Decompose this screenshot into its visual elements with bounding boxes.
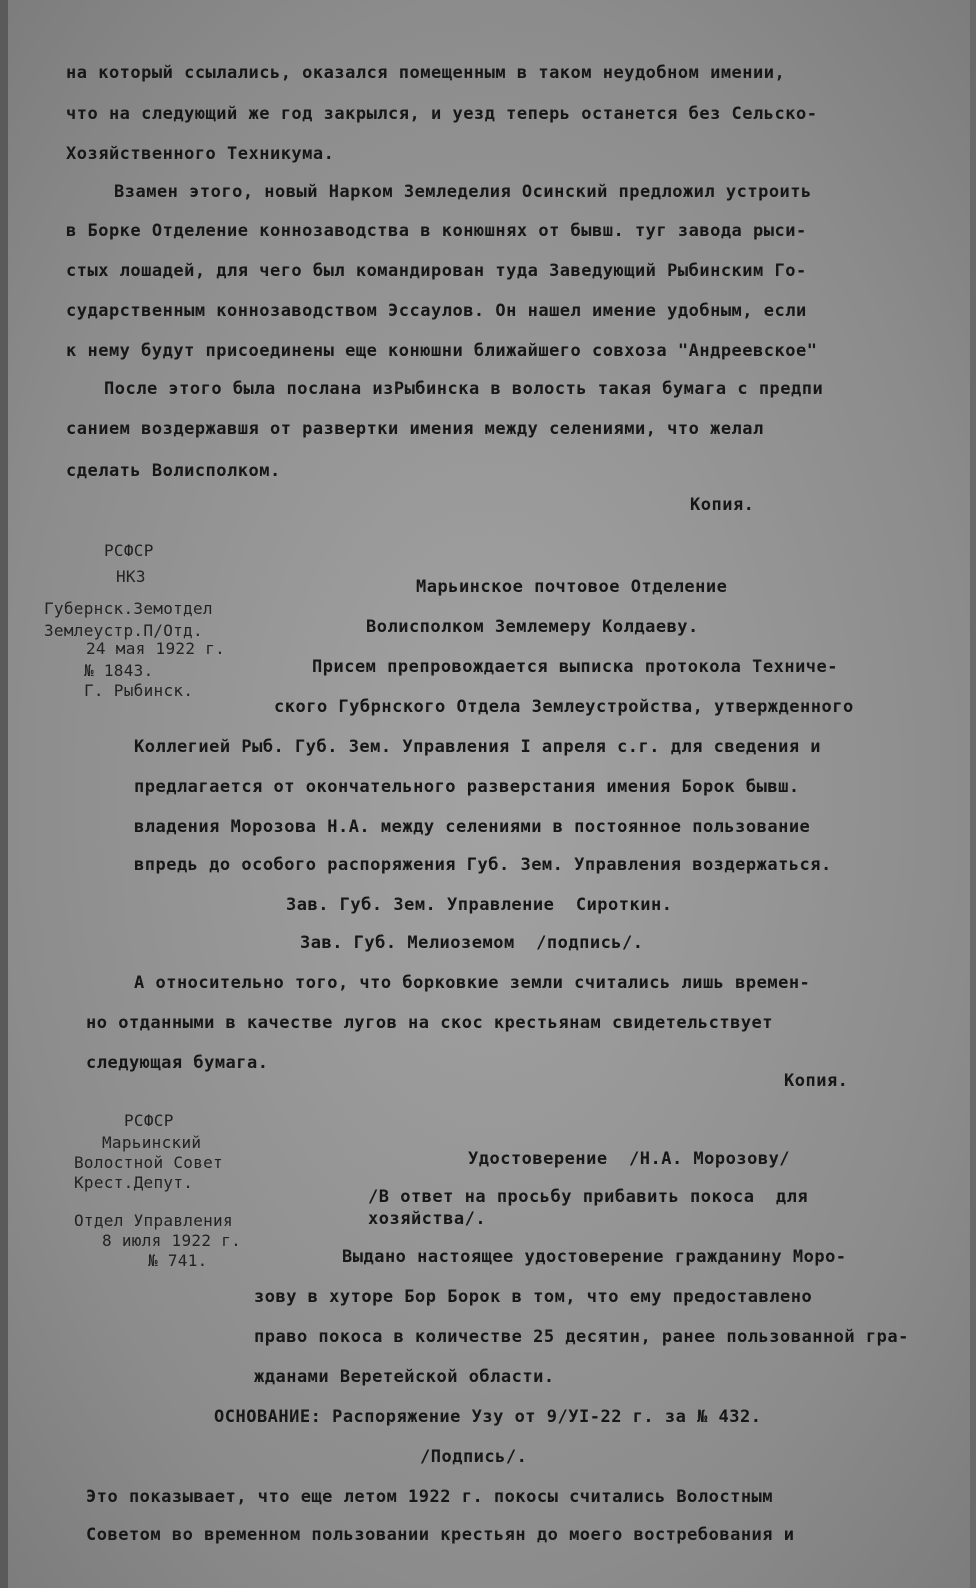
body-line: Взамен этого, новый Нарком Земледелия Осинский предложил устроить xyxy=(114,182,812,202)
letter-text-line: впредь до особого распоряжения Губ. Зем. Управления воздержаться. xyxy=(134,855,832,875)
body-line: стых лошадей, для чего был командирован туда Заведующий Рыбинским Го- xyxy=(66,261,807,281)
body-line: Хозяйственного Техникума. xyxy=(66,144,335,164)
body-line: на который ссылались, оказался помещенным в таком неудобном имении, xyxy=(66,63,786,83)
body-line: После этого была послана изРыбинска в волость такая бумага с предпи xyxy=(104,379,824,399)
certificate-text-line: жданами Веретейской области. xyxy=(254,1367,555,1387)
body-line: сударственным коннозаводством Эссаулов. Он нашел имение удобным, если xyxy=(66,301,807,321)
certificate-signature: /Подпись/. xyxy=(420,1447,528,1467)
body-line: в Борке Отделение коннозаводства в конюшнях от бывш. туг завода рыси- xyxy=(66,221,807,241)
copy-label: Копия. xyxy=(784,1071,849,1091)
letterhead-line: Крест.Депут. xyxy=(74,1173,194,1192)
letterhead-line: 8 июля 1922 г. xyxy=(102,1231,242,1250)
scan-edge-right xyxy=(970,0,976,1588)
scan-edge-left xyxy=(0,0,8,1588)
letterhead-line: № 1843. xyxy=(84,661,154,680)
body-line: но отданными в качестве лугов на скос крестьянам свидетельствует xyxy=(86,1013,774,1033)
letterhead-line: РСФСР xyxy=(124,1111,174,1130)
letterhead-line: № 741. xyxy=(148,1251,208,1270)
certificate-basis: ОСНОВАНИЕ: Распоряжение Узу от 9/УI-22 г. за № 432. xyxy=(214,1407,762,1427)
body-line: А относительно того, что борковкие земли считались лишь времен- xyxy=(134,973,811,993)
copy-label: Копия. xyxy=(690,495,755,515)
letterhead-line: Г. Рыбинск. xyxy=(84,681,194,700)
body-line: следующая бумага. xyxy=(86,1053,269,1073)
letterhead-line: Землеустр.П/Отд. xyxy=(44,621,203,640)
body-line: санием воздержавшя от развертки имения между селениями, что желал xyxy=(66,419,764,439)
letterhead-line: Губернск.Земотдел xyxy=(44,599,213,618)
certificate-title: хозяйства/. xyxy=(368,1209,487,1229)
body-line: Советом во временном пользовании крестьян до моего востребования и xyxy=(86,1525,795,1545)
body-line: к нему будут присоединены еще конюшни ближайшего совхоза "Андреевское" xyxy=(66,341,818,361)
body-line: что на следующий же год закрылся, и уезд теперь останется без Сельско- xyxy=(66,104,818,124)
certificate-title: Удостоверение /Н.А. Морозову/ xyxy=(468,1149,791,1169)
addressee-line: Волисполком Землемеру Колдаеву. xyxy=(366,617,699,637)
certificate-text-line: зову в хуторе Бор Борок в том, что ему предоставлено xyxy=(254,1287,813,1307)
letterhead-line: Волостной Совет xyxy=(74,1153,223,1172)
letter-text-line: Присем препровождается выписка протокола Техниче- xyxy=(312,657,839,677)
certificate-title: /В ответ на просьбу прибавить покоса для xyxy=(368,1187,809,1207)
certificate-text-line: право покоса в количестве 25 десятин, ранее пользованной гра- xyxy=(254,1327,909,1347)
letterhead-line: НКЗ xyxy=(116,567,146,586)
body-line: сделать Волисполком. xyxy=(66,461,281,481)
signature-line: Зав. Губ. Зем. Управление Сироткин. xyxy=(286,895,673,915)
letter-text-line: предлагается от окончательного разверстания имения Борок бывш. xyxy=(134,777,800,797)
letterhead-line: Марьинский xyxy=(102,1133,202,1152)
certificate-text-line: Выдано настоящее удостоверение гражданину Моро- xyxy=(342,1247,847,1267)
letter-text-line: владения Морозова Н.А. между селениями в постоянное пользование xyxy=(134,817,811,837)
letterhead-line: 24 мая 1922 г. xyxy=(86,639,226,658)
letter-text-line: ского Губрнского Отдела Землеустройства, утвержденного xyxy=(274,697,854,717)
signature-line: Зав. Губ. Мелиоземом /подпись/. xyxy=(300,933,644,953)
letter-text-line: Коллегией Рыб. Губ. Зем. Управления I апреля с.г. для сведения и xyxy=(134,737,822,757)
body-line: Это показывает, что еще летом 1922 г. покосы считались Волостным xyxy=(86,1487,774,1507)
letterhead-line: Отдел Управления xyxy=(74,1211,233,1230)
letterhead-line: РСФСР xyxy=(104,541,154,560)
addressee-line: Марьинское почтовое Отделение xyxy=(416,577,728,597)
